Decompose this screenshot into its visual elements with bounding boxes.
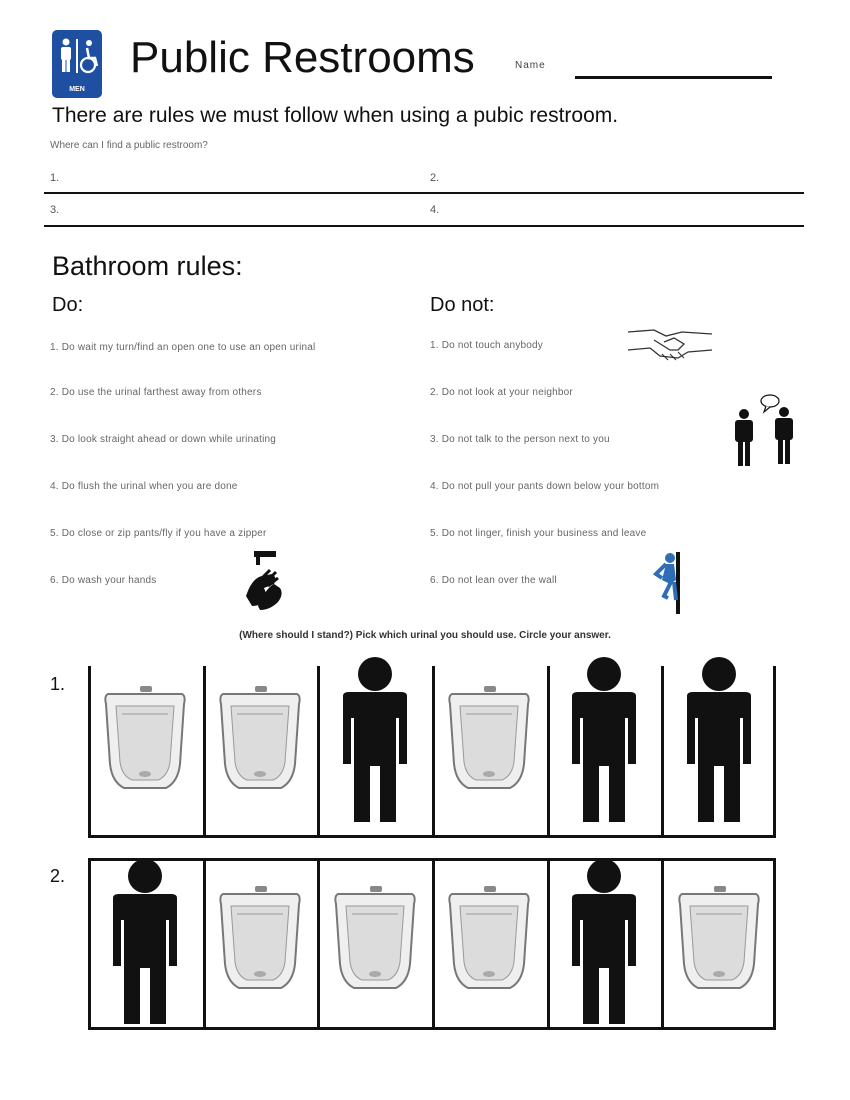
do-not-rule-1: 1. Do not touch anybody [430, 340, 544, 351]
urinal-slot-2[interactable] [203, 858, 318, 1030]
stall-divider [317, 858, 320, 1030]
do-not-heading: Do not: [430, 294, 495, 316]
stall-divider [661, 858, 664, 1030]
stall-divider [432, 666, 435, 838]
urinal-slot-1[interactable] [88, 858, 203, 1030]
answer-label-2: 2. [430, 172, 440, 184]
urinal-slot-5[interactable] [547, 666, 662, 838]
urinal-icon [444, 684, 534, 799]
person-icon [558, 856, 650, 1033]
stall-divider [203, 666, 206, 838]
stall-divider [547, 858, 550, 1030]
urinal-slot-6[interactable] [661, 858, 776, 1030]
person-icon [329, 654, 421, 831]
do-rule-2: 2. Do use the urinal farthest away from others [50, 387, 262, 398]
urinal-row-1 [88, 666, 776, 838]
urinal-slot-3[interactable] [317, 666, 432, 838]
stall-divider [773, 858, 776, 1030]
intro-text: There are rules we must follow when using a pubic restroom. [52, 104, 619, 127]
do-rule-4: 4. Do flush the urinal when you are done [50, 481, 238, 492]
name-label: Name [515, 60, 546, 71]
person-icon [99, 856, 191, 1033]
do-not-rule-4: 4. Do not pull your pants down below your bottom [430, 481, 660, 492]
row-floor-line [88, 835, 776, 838]
stall-divider [661, 666, 664, 838]
urinal-slot-1[interactable] [88, 666, 203, 838]
row-number-1: 1. [50, 674, 66, 694]
stall-divider [317, 666, 320, 838]
do-not-rule-2: 2. Do not look at your neighbor [430, 387, 573, 398]
urinal-slot-4[interactable] [432, 858, 547, 1030]
do-rule-3: 3. Do look straight ahead or down while urinating [50, 434, 277, 445]
person-icon [558, 654, 650, 831]
sign-label: MEN [69, 86, 85, 93]
do-not-rule-6: 6. Do not lean over the wall [430, 575, 557, 586]
answer-line-1[interactable] [44, 192, 804, 194]
stall-divider [432, 858, 435, 1030]
urinal-icon [330, 884, 420, 999]
stall-divider [88, 858, 91, 1030]
urinal-row-2 [88, 858, 776, 1030]
page-title: Public Restrooms [130, 33, 475, 82]
rules-heading: Bathroom rules: [52, 251, 243, 281]
answer-label-3: 3. [50, 204, 60, 216]
answer-label-4: 4. [430, 204, 440, 216]
urinal-icon [215, 884, 305, 999]
restroom-sign-icon [52, 30, 102, 98]
urinal-icon [215, 684, 305, 799]
urinal-icon [100, 684, 190, 799]
do-rule-5: 5. Do close or zip pants/fly if you have a zipper [50, 528, 267, 539]
row-floor-line [88, 1027, 776, 1030]
handshake-icon [626, 320, 714, 364]
answer-line-2[interactable] [44, 225, 804, 227]
urinal-slot-2[interactable] [203, 666, 318, 838]
urinal-slot-3[interactable] [317, 858, 432, 1030]
person-icon [673, 654, 765, 831]
stall-divider [88, 666, 91, 838]
two-people-talking-icon [728, 392, 802, 468]
do-not-rule-3: 3. Do not talk to the person next to you [430, 434, 610, 445]
urinal-slot-5[interactable] [547, 858, 662, 1030]
urinal-slot-4[interactable] [432, 666, 547, 838]
name-field[interactable] [575, 76, 772, 79]
stall-divider [547, 666, 550, 838]
do-rule-1: 1. Do wait my turn/find an open one to use an open urinal [50, 342, 316, 353]
hand-washing-icon [244, 548, 284, 612]
urinal-icon [444, 884, 534, 999]
do-not-rule-5: 5. Do not linger, finish your business and leave [430, 528, 647, 539]
urinal-slot-6[interactable] [661, 666, 776, 838]
instruction-text: (Where should I stand?) Pick which urinal you should use. Circle your answer. [239, 630, 611, 641]
stall-divider [773, 666, 776, 838]
do-rule-6: 6. Do wash your hands [50, 575, 157, 586]
urinal-icon [674, 884, 764, 999]
answer-label-1: 1. [50, 172, 60, 184]
stall-divider [203, 858, 206, 1030]
climbing-wall-icon [650, 550, 688, 616]
row-number-2: 2. [50, 866, 66, 886]
do-heading: Do: [52, 294, 84, 316]
question-text: Where can I find a public restroom? [50, 140, 208, 151]
